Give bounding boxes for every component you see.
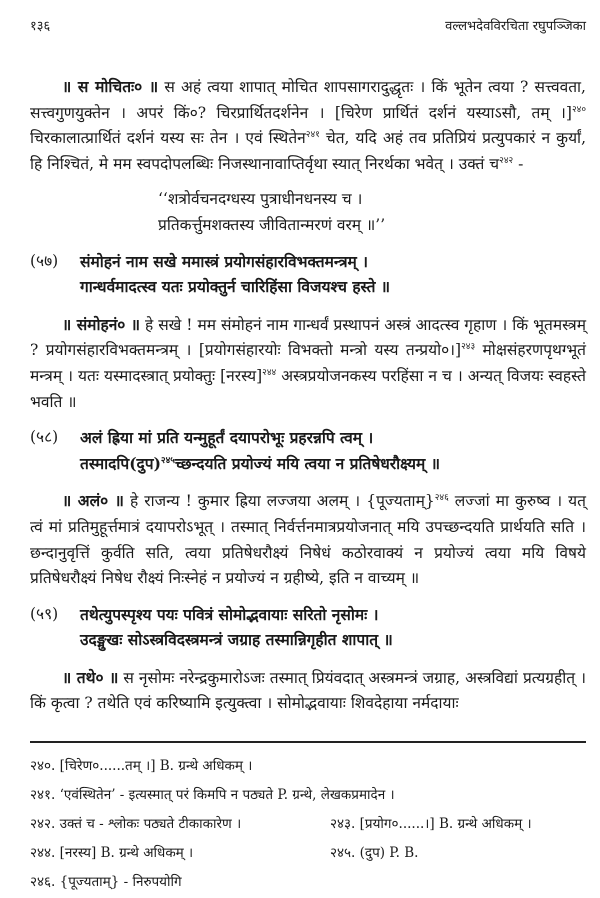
- verse-line: [80, 451, 440, 477]
- text-segment: मोक्षसंहरणपृथग्भूतं मन्त्रम् । यतः यस्मादस्त्रात् प्रयोक्तुः [नरस्य]: [30, 341, 586, 385]
- text-segment: -: [513, 154, 524, 173]
- verse-text: च्छन्दयति प्रयोज्यं मयि त्वया न प्रतिषेधरौक्ष्यम् ॥: [174, 453, 441, 473]
- footnote: २४४. [नरस्य] B. ग्रन्थे अधिकम् ।: [30, 845, 194, 861]
- text-segment: अस्त्रप्रयोजनकस्य परहिंसा न च । अन्यत् विजयः स्वहस्ते भवति ॥: [30, 366, 586, 411]
- footnote: २४५. (दुप) P. B.: [330, 845, 419, 861]
- verse-line: उदङ्मुखः सोऽस्त्रविदस्त्रमन्त्रं जग्राह तस्मान्निगृहीत शापात् ॥: [80, 630, 393, 650]
- page-header: [30, 16, 586, 34]
- commentary-57: [30, 312, 586, 415]
- footnote-ref: २४५: [160, 455, 175, 466]
- commentary-59: [30, 665, 586, 717]
- verse-text: तस्मादपि(दुप): [80, 453, 161, 473]
- quoted-verse: [158, 187, 586, 238]
- footnote-ref: २४६: [434, 493, 449, 504]
- text-segment: स नृसोमः नरेन्द्रकुमारोऽजः तस्मात् प्रियंवदात् अस्त्रमन्त्रं जग्राह, अस्त्रविद्यां प्रत्यग्रहीत् । किं कृत्वा ? तथेति एवं करिष्यामि इत्युक्त्वा । सोमोद्भवायाः शिवदेहाया नर्मदायाः: [30, 668, 586, 713]
- quote-line: प्रतिकर्त्तुमशक्तस्य जीवितान्मरणं वरम् ॥’’: [158, 215, 386, 234]
- footnote: २४२. उक्तं च - श्लोकः पठ्यते टीकाकारेण ।: [30, 816, 242, 832]
- footnote-ref: २४३: [461, 342, 476, 353]
- page-number: १३६: [30, 19, 51, 34]
- footnote: २४३. [प्रयोग०......।] B. ग्रन्थे अधिकम् ।: [330, 816, 532, 832]
- footnote: २४१. ‘एवंस्थितेन’ - इत्यस्मात् परं किमपि न पठ्यते P. ग्रन्थे, लेखकप्रमादेन ।: [30, 787, 395, 803]
- footnote-ref: २४०: [571, 104, 586, 115]
- quote-line: ‘‘शत्रोर्वचनदग्धस्य पुत्राधीनधनस्य च ।: [158, 190, 363, 209]
- text-segment: चिरकालात्प्रार्थितं दर्शनं यस्य सः तेन । एवं स्थितेन: [30, 129, 306, 148]
- lemma: ॥ तथे० ॥: [62, 667, 119, 687]
- footnote: २४६. {पूज्यताम्} - निरुपयोगि: [30, 874, 182, 890]
- commentary-58: [30, 488, 586, 591]
- footnote-ref: २४४: [262, 367, 277, 378]
- main-text: [30, 74, 586, 727]
- running-title: वल्लभदेवविरचिता रघुपञ्जिका: [445, 19, 586, 34]
- lemma: ॥ स मोचितः० ॥: [62, 77, 159, 96]
- footnote-ref: २४१: [305, 130, 320, 141]
- verse-number: (५८): [30, 428, 59, 447]
- footnotes: [30, 752, 586, 897]
- verse-59: [30, 602, 586, 653]
- text-segment: स अहं त्वया शापात् मोचित शापसागरादुद्धृतः । किं भूतेन त्वया ? सत्त्ववता, सत्त्वगुणयुक्तेन । अपरं किं०? चिरप्रार्थितदर्शनेन । [चिरेण प्रार्थितं दर्शनं यस्याऽसौ, तम् ।]: [30, 78, 586, 122]
- verse-number: (५७): [30, 251, 59, 270]
- lemma: ॥ संमोहनं० ॥: [62, 314, 141, 334]
- verse-58: [30, 425, 586, 476]
- lemma: ॥ अलं० ॥: [62, 491, 124, 511]
- verse-57: [30, 249, 586, 300]
- text-segment: हे राजन्य ! कुमार ह्रिया लज्जया अलम् । {पूज्यताम्}: [123, 492, 435, 511]
- verse-line: गान्धर्वमादत्स्व यतः प्रयोक्तुर्न चारिहिंसा विजयश्च हस्ते ॥: [80, 277, 391, 297]
- footnote-ref: २४२: [499, 155, 514, 166]
- verse-number: (५९): [30, 604, 59, 623]
- verse-line: संमोहनं नाम सखे ममास्त्रं प्रयोगसंहारविभक्तमन्त्रम् ।: [80, 251, 369, 271]
- verse-line: तथेत्युपस्पृश्य पयः पवित्रं सोमोद्भवायाः सरितो नृसोमः ।: [80, 604, 379, 624]
- commentary-56: [30, 74, 586, 177]
- footnote-divider: [30, 741, 586, 743]
- text-segment: लज्जां मा कुरुष्व । यत् त्वं मां प्रतिमुहूर्त्तमात्रं दयापरोऽभूत् । तस्मात् निर्वर्त्तनमात्रप्रयोजनात् मयि उपच्छन्दयति प्रार्थयति सति । छन्दानुवृत्तिं कुर्वति सति, त्वया प्रतिषेधरौक्ष्यं निषेधं कठोरवाक्यं न प्रयोज्यं त्वया मयि विषये प्रतिषेधरौक्ष्यं निषेध रौक्ष्यं निःस्नेहं न प्रयोज्यं न ग्रहीष्ये, इति न वाच्यम् ॥: [30, 492, 587, 588]
- text-segment: हे सखे ! मम संमोहनं नाम गान्धर्वं प्रस्थापनं अस्त्रं आदत्स्व गृहाण । किं भूतमस्त्रम् ? प्रयोगसंहारविभक्तमन्त्रम् । [प्रयोगसंहारयोः विभक्तो मन्त्रो यस्य तन्प्रयो०।]: [30, 315, 586, 360]
- footnote: २४०. [चिरेण०......तम् ।] B. ग्रन्थे अधिकम् ।: [30, 758, 253, 774]
- verse-line: अलं ह्रिया मां प्रति यन्मुहूर्तं दयापरोभूः प्रहरन्नपि त्वम् ।: [80, 428, 374, 448]
- text-segment: चेत, यदि अहं तव प्रतिप्रियं प्रत्युपकारं न कुर्यां, हि निश्चितं, मे मम स्वपदोपलब्धिः निजस्थानावाप्तिर्वृथा स्यात् निरर्थका भवेत् । उक्तं च: [30, 129, 587, 173]
